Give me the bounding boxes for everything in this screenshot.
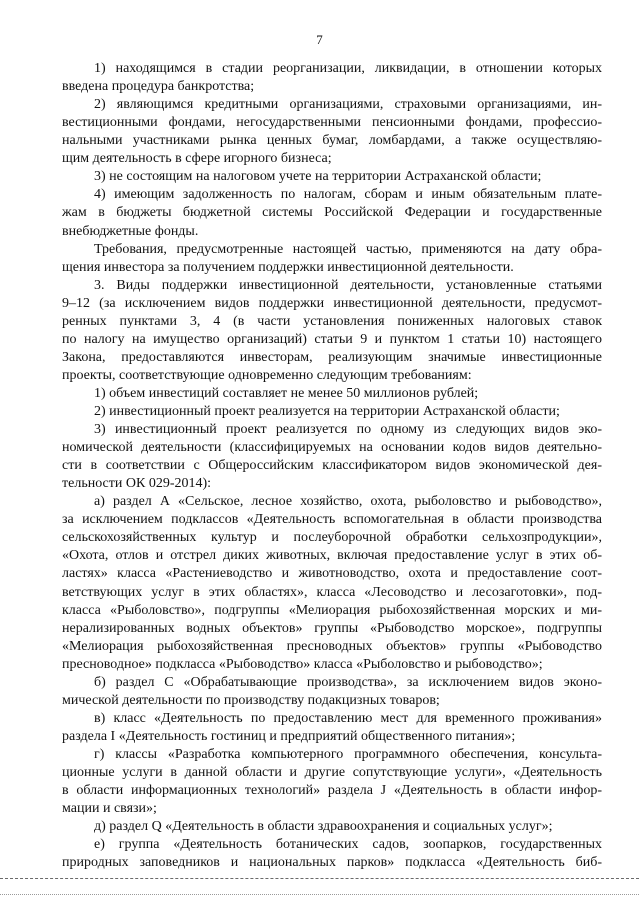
- text-line: в области информационных технологий» раздела J «Деятельность в области инфор-: [62, 783, 602, 798]
- text-line: мации и связи»;: [62, 801, 157, 817]
- text-line: мической деятельности по производству подакцизных товаров;: [62, 692, 440, 708]
- text-line: Закона, предоставляются инвесторам, реализующим значимые инвестиционные: [62, 349, 602, 365]
- text-line: в) класс «Деятельность по предоставлению мест для временного проживания»: [94, 710, 602, 726]
- scan-edge-line-lower: [0, 894, 639, 895]
- text-line: за исключением подклассов «Деятельность вспомогательная в области производства: [62, 512, 602, 528]
- text-line: Требования, предусмотренные настоящей частью, применяются на дату обра-: [94, 241, 602, 257]
- text-line: тельности ОК 029-2014):: [62, 476, 212, 492]
- text-line: д) раздел Q «Деятельность в области здравоохранения и социальных услуг»;: [94, 819, 553, 835]
- page-number: 7: [316, 32, 323, 47]
- text-line: 2) инвестиционный проект реализуется на территории Астраханской области;: [94, 403, 560, 419]
- text-line: проекты, соответствующие одновременно следующим требованиям:: [62, 367, 472, 383]
- text-line: нерализированных водных объектов» группы «Рыбоводство морское», подгруппы: [62, 620, 602, 636]
- text-line: жам в бюджеты бюджетной системы Российской Федерации и государственные: [62, 205, 602, 221]
- text-line: 1) находящимся в стадии реорганизации, ликвидации, в отношении которых: [94, 61, 602, 76]
- text-line: б) раздел С «Обрабатывающие производства», за исключением видов эконо-: [94, 674, 602, 690]
- text-line: щим деятельность в сфере игорного бизнеса;: [62, 151, 332, 167]
- text-line: природных заповедников и национальных парков» подкласса «Деятельность биб-: [62, 855, 602, 871]
- text-line: сельскохозяйственных культур и послеуборочной обработки сельхозпродукции»,: [62, 530, 602, 546]
- text-line: «Охота, отлов и отстрел диких животных, включая предоставление услуг в этих об-: [62, 548, 602, 564]
- text-line: 4) имеющим задолженность по налогам, сборам и иным обязательным плате-: [94, 187, 602, 203]
- text-line: ционные услуги в данной области и другие сопутствующие услуги», «Деятельность: [62, 765, 602, 780]
- text-line: внебюджетные фонды.: [62, 223, 199, 239]
- text-line: 9–12 (за исключением видов поддержки инвестиционной деятельности, предусмот-: [62, 295, 602, 311]
- text-line: 3) не состоящим на налоговом учете на территории Астраханской области;: [94, 169, 542, 185]
- text-line: а) раздел А «Сельское, лесное хозяйство, охота, рыболовство и рыбоводство»,: [94, 494, 602, 510]
- text-line: щения инвестора за получением поддержки инвестиционной деятельности.: [62, 259, 514, 275]
- text-line: 2) являющимся кредитными организациями, страховыми организациями, ин-: [94, 97, 602, 113]
- text-line: класса «Рыболовство», подгруппы «Мелиорация рыбохозяйственная морских и ми-: [62, 602, 602, 618]
- text-line: ветствующих услуг в этих областях», класса «Лесоводство и лесозаготовки», под-: [62, 584, 602, 600]
- text-line: вестиционными фондами, негосударственными пенсионными фондами, профессио-: [62, 115, 602, 131]
- text-line: 3) инвестиционный проект реализуется по одному из следующих видов эко-: [94, 422, 602, 437]
- text-line: «Мелиорация рыбохозяйственная пресноводных объектов» группы «Рыбоводство: [62, 638, 602, 654]
- text-line: сти в соответствии с Общероссийским классификатором видов экономической дея-: [62, 458, 602, 474]
- text-line: по налогу на имущество организаций) статьи 9 и пунктом 1 статьи 10) настоящего: [62, 331, 602, 347]
- text-line: е) группа «Деятельность ботанических садов, зоопарков, государственных: [94, 837, 602, 853]
- text-line: г) классы «Разработка компьютерного программного обеспечения, консульта-: [94, 746, 602, 762]
- text-line: ренных пунктами 3, 4 (в части установления пониженных налоговых ставок: [62, 313, 602, 329]
- text-line: номической деятельности (классифицируемых на основании кодов видов деятельно-: [62, 440, 602, 456]
- scan-edge-line: [0, 878, 639, 879]
- text-line: нальными участниками рынка ценных бумаг, ломбардами, а также осуществляю-: [62, 133, 602, 149]
- text-line: введена процедура банкротства;: [62, 79, 255, 94]
- text-line: раздела I «Деятельность гостиниц и предприятий общественного питания»;: [62, 728, 516, 744]
- text-line: пресноводное» подкласса «Рыбоводство» класса «Рыболовство и рыбоводство»;: [62, 656, 543, 672]
- text-line: ластях» класса «Растениеводство и животноводство, охота и предоставление соот-: [62, 566, 602, 582]
- text-line: 1) объем инвестиций составляет не менее 50 миллионов рублей;: [94, 385, 479, 401]
- text-line: 3. Виды поддержки инвестиционной деятельности, установленные статьями: [94, 277, 602, 293]
